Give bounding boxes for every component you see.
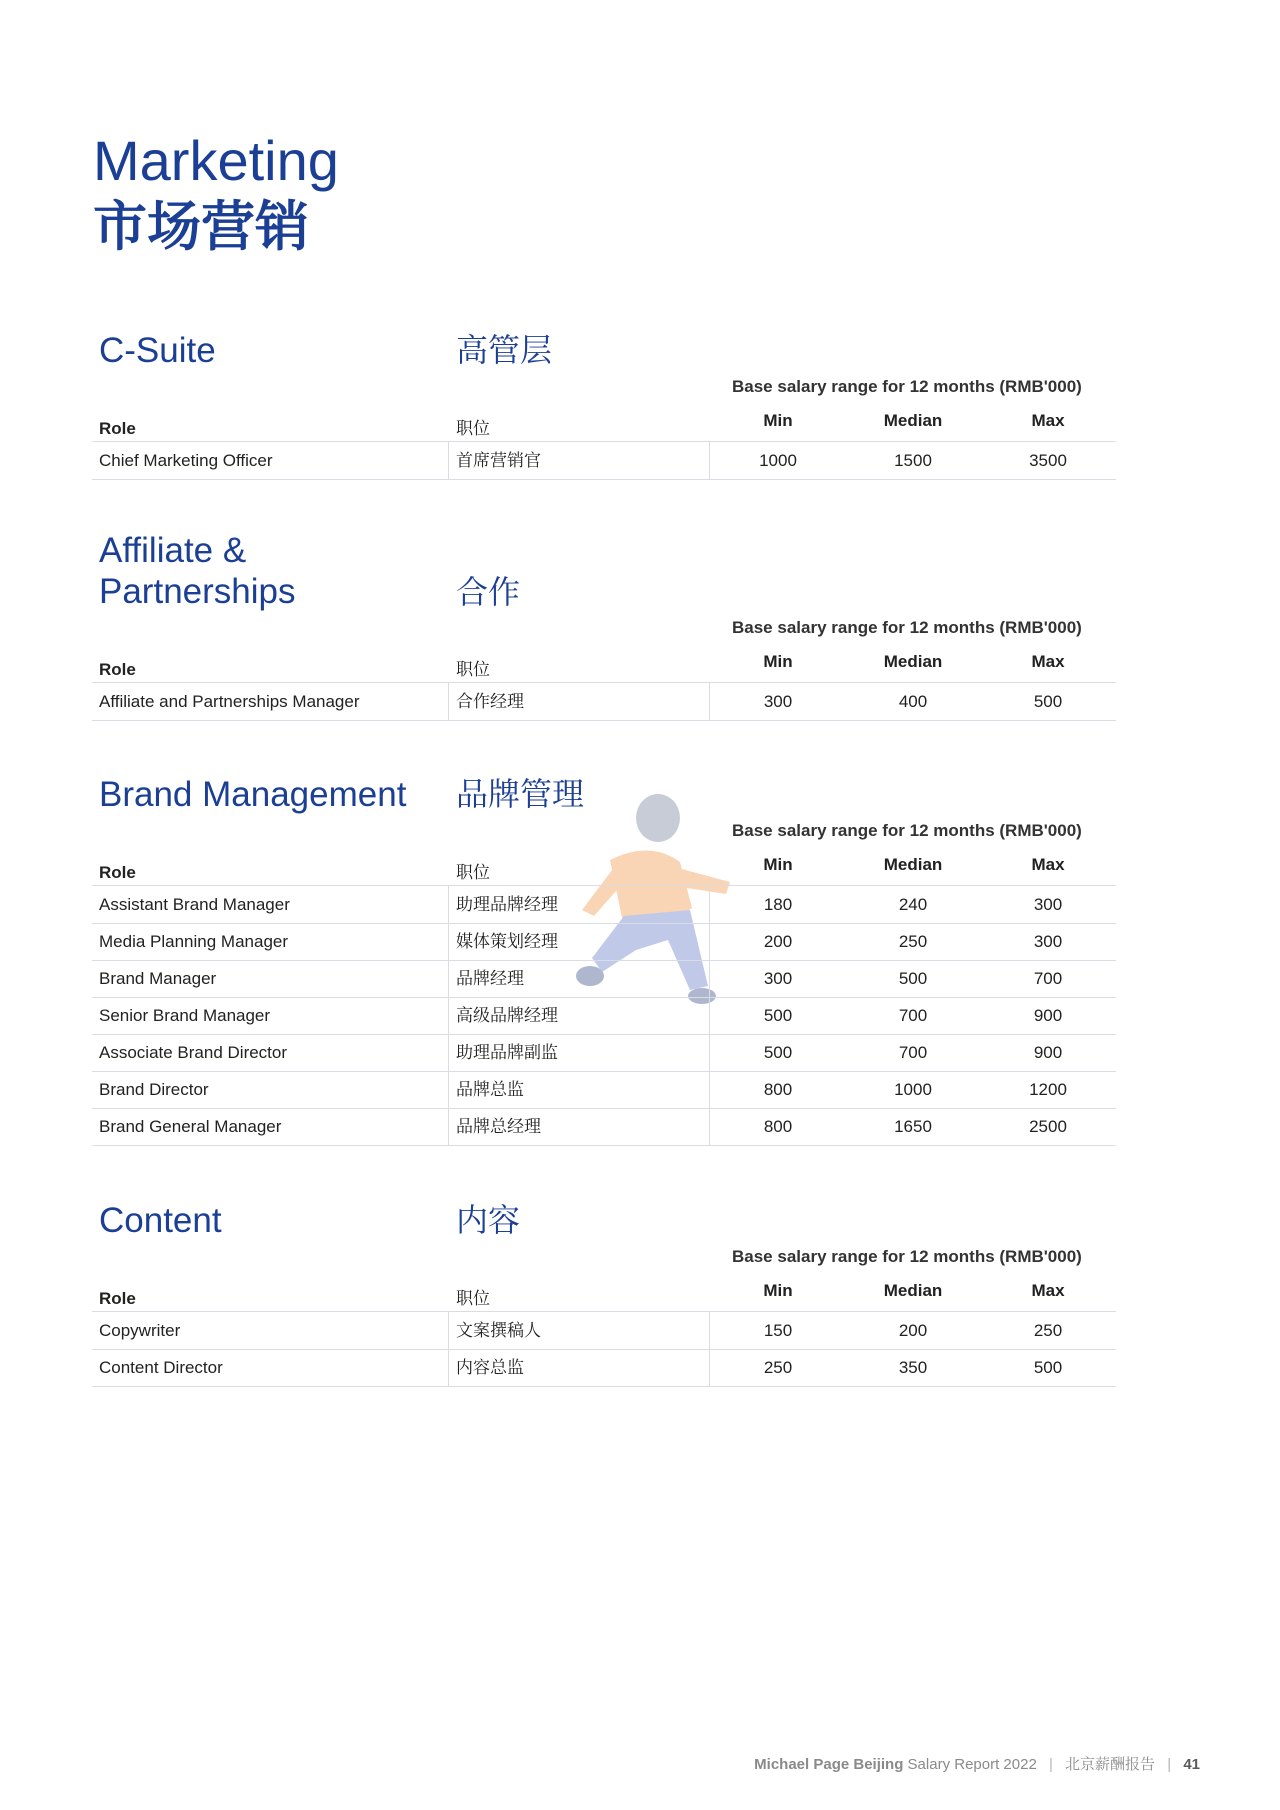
cell-min: 300: [763, 969, 793, 988]
cell-median: 240: [898, 895, 928, 914]
cell-role-zh: 首席营销官: [456, 451, 541, 470]
cell-max: 300: [1033, 932, 1063, 951]
header-role-zh: 职位: [456, 419, 490, 438]
cell-role-zh: 内容总监: [456, 1358, 524, 1377]
cell-role-zh: 品牌总监: [456, 1080, 524, 1099]
section-title-en-line1: Affiliate &: [99, 531, 247, 570]
section-title-zh: 高管层: [456, 332, 553, 368]
cell-min: 800: [763, 1117, 793, 1136]
section-title-zh: 内容: [456, 1202, 521, 1238]
cell-role: Assistant Brand Manager: [99, 895, 290, 914]
header-min: Min: [763, 855, 793, 874]
header-min: Min: [763, 652, 793, 671]
cell-median: 350: [898, 1358, 928, 1377]
cell-max: 500: [1033, 1358, 1063, 1377]
cell-role: Chief Marketing Officer: [99, 451, 273, 470]
header-median: Median: [883, 411, 943, 430]
table-row: [92, 1071, 1116, 1109]
table-header: [92, 1277, 1116, 1312]
table-header: [92, 851, 1116, 886]
header-median: Median: [883, 652, 943, 671]
header-max: Max: [1031, 652, 1065, 671]
cell-role: Affiliate and Partnerships Manager: [99, 692, 360, 711]
header-min: Min: [763, 411, 793, 430]
table-row: [92, 960, 1116, 998]
footer-separator: |: [1048, 1756, 1053, 1773]
header-role: Role: [99, 660, 136, 679]
page-title-en: Marketing: [93, 129, 339, 192]
table-header: [92, 407, 1116, 442]
section-title-zh: 合作: [456, 574, 521, 610]
cell-median: 250: [898, 932, 928, 951]
page-title-zh: 市场营销: [93, 197, 309, 257]
section-title-en: Content: [99, 1201, 222, 1240]
cell-role: Brand Manager: [99, 969, 217, 988]
cell-max: 300: [1033, 895, 1063, 914]
cell-median: 200: [898, 1321, 928, 1340]
section-title-en-line2: Partnerships: [99, 572, 296, 611]
cell-median: 700: [898, 1006, 928, 1025]
cell-min: 200: [763, 932, 793, 951]
table-row: [92, 1349, 1116, 1387]
header-role: Role: [99, 1289, 136, 1308]
salary-caption: Base salary range for 12 months (RMB'000): [732, 821, 1082, 840]
salary-caption: Base salary range for 12 months (RMB'000): [732, 618, 1082, 637]
cell-min: 1000: [759, 451, 797, 470]
cell-role-zh: 高级品牌经理: [456, 1006, 558, 1025]
cell-role: Brand General Manager: [99, 1117, 282, 1136]
header-role-zh: 职位: [456, 660, 490, 679]
header-min: Min: [763, 1281, 793, 1300]
table-row: [92, 1108, 1116, 1146]
footer-report: Salary Report 2022: [907, 1756, 1037, 1773]
page-title: [93, 128, 339, 260]
table-row: [92, 997, 1116, 1035]
cell-min: 500: [763, 1043, 793, 1062]
cell-role-zh: 助理品牌经理: [456, 895, 558, 914]
cell-median: 700: [898, 1043, 928, 1062]
cell-max: 900: [1033, 1043, 1063, 1062]
header-role-zh: 职位: [456, 863, 490, 882]
footer-report-zh: 北京薪酬报告: [1065, 1756, 1156, 1773]
cell-median: 1650: [894, 1117, 932, 1136]
cell-min: 500: [763, 1006, 793, 1025]
table-row: [92, 442, 1116, 480]
cell-max: 1200: [1029, 1080, 1067, 1099]
header-median: Median: [883, 1281, 943, 1300]
cell-median: 400: [898, 692, 928, 711]
cell-min: 150: [763, 1321, 793, 1340]
cell-min: 800: [763, 1080, 793, 1099]
cell-max: 250: [1033, 1321, 1063, 1340]
cell-role-zh: 助理品牌副监: [456, 1043, 558, 1062]
header-role: Role: [99, 419, 136, 438]
cell-max: 3500: [1029, 451, 1067, 470]
cell-role: Copywriter: [99, 1321, 181, 1340]
cell-role-zh: 合作经理: [456, 692, 524, 711]
header-max: Max: [1031, 855, 1065, 874]
cell-role: Content Director: [99, 1358, 223, 1377]
header-role: Role: [99, 863, 136, 882]
cell-median: 500: [898, 969, 928, 988]
cell-max: 900: [1033, 1006, 1063, 1025]
table-row: [92, 1034, 1116, 1072]
salary-caption: Base salary range for 12 months (RMB'000): [732, 1247, 1082, 1266]
table-header: [92, 648, 1116, 683]
cell-role-zh: 文案撰稿人: [456, 1321, 541, 1340]
cell-role-zh: 品牌总经理: [456, 1117, 541, 1136]
cell-role-zh: 媒体策划经理: [456, 932, 558, 951]
cell-min: 250: [763, 1358, 793, 1377]
header-median: Median: [883, 855, 943, 874]
cell-role: Associate Brand Director: [99, 1043, 288, 1062]
section-title-zh: 品牌管理: [456, 776, 585, 812]
salary-caption: Base salary range for 12 months (RMB'000): [732, 377, 1082, 396]
illustration-head: [636, 794, 680, 842]
header-max: Max: [1031, 411, 1065, 430]
section-title-en: Brand Management: [99, 775, 407, 814]
cell-median: 1500: [894, 451, 932, 470]
table-row: [92, 1312, 1116, 1350]
cell-role: Senior Brand Manager: [99, 1006, 271, 1025]
cell-min: 300: [763, 692, 793, 711]
header-max: Max: [1031, 1281, 1065, 1300]
cell-role: Media Planning Manager: [99, 932, 289, 951]
cell-max: 2500: [1029, 1117, 1067, 1136]
header-role-zh: 职位: [456, 1289, 490, 1308]
cell-median: 1000: [894, 1080, 932, 1099]
section-title-en: C-Suite: [99, 331, 216, 370]
table-row: [92, 923, 1116, 961]
footer-separator: |: [1167, 1756, 1172, 1773]
cell-max: 500: [1033, 692, 1063, 711]
footer-brand: Michael Page Beijing: [754, 1756, 904, 1773]
cell-max: 700: [1033, 969, 1063, 988]
cell-min: 180: [763, 895, 793, 914]
table-row: [92, 683, 1116, 721]
cell-role: Brand Director: [99, 1080, 209, 1099]
page-number: 41: [1183, 1756, 1200, 1773]
cell-role-zh: 品牌经理: [456, 969, 524, 988]
table-row: [92, 886, 1116, 924]
page-footer: [754, 1753, 1200, 1774]
